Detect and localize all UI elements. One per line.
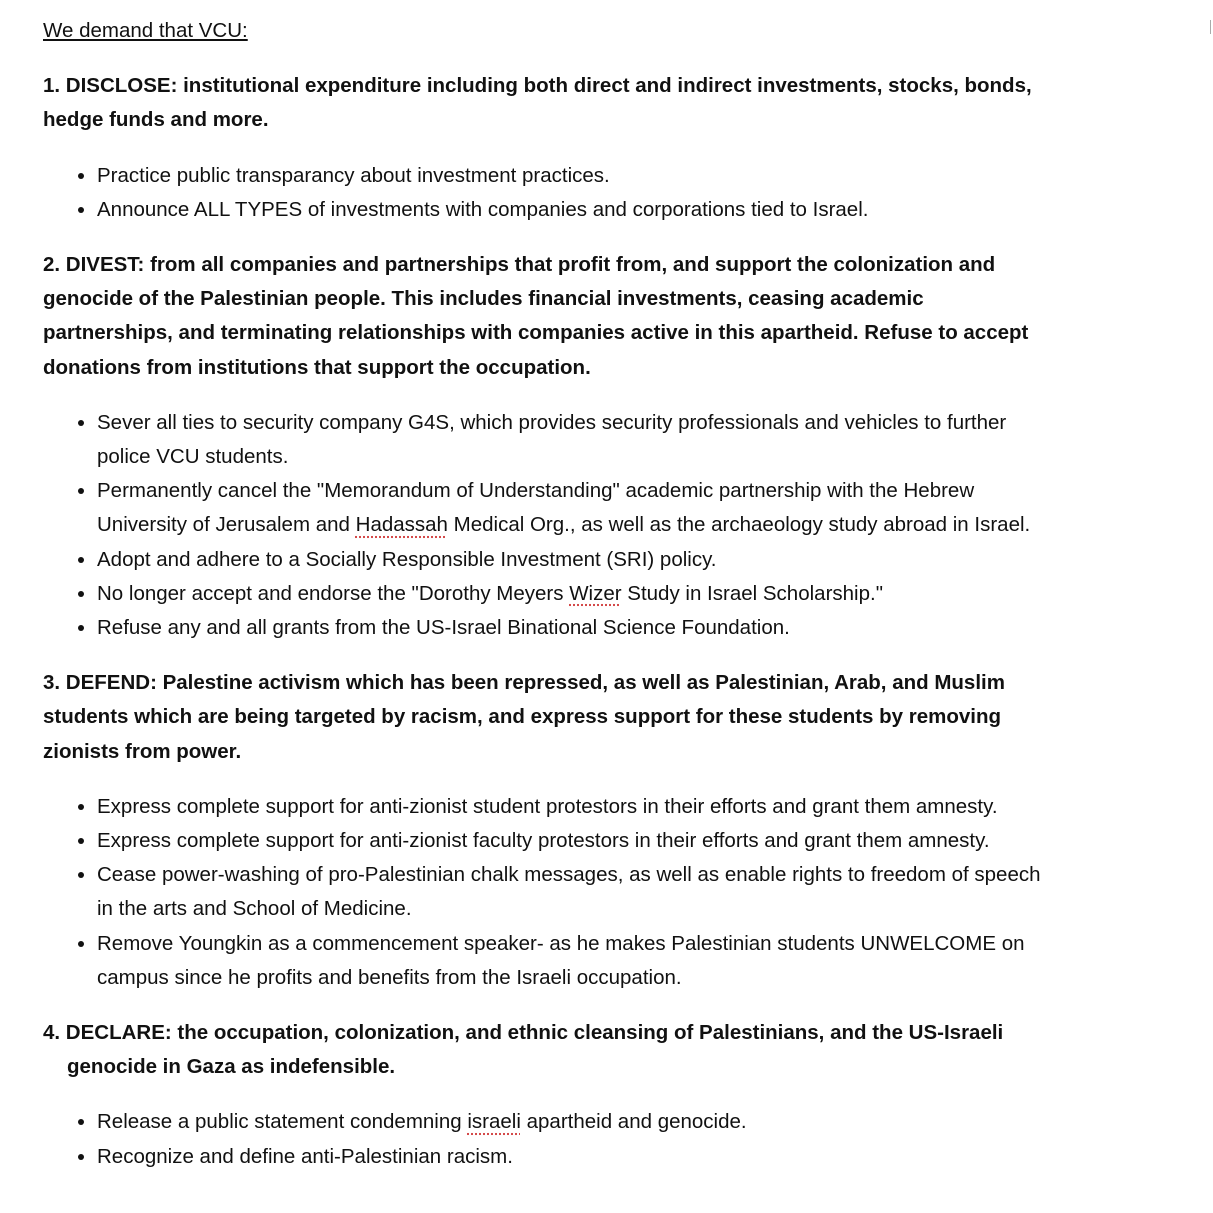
list-item: • No longer accept and endorse the "Dorothy Meyers Wizer Study in Israel Scholarship." [97, 577, 1053, 611]
document-heading: We demand that VCU: [43, 19, 248, 42]
list-item: • Practice public transparancy about investment practices. [97, 159, 1053, 193]
spellcheck-flagged-word[interactable]: Hadassah [355, 513, 448, 537]
list-item: • Release a public statement condemning israeli apartheid and genocide. [97, 1105, 1053, 1139]
demand-1-bullet-list [43, 159, 1053, 227]
demand-2-divest: 2. DIVEST: from all companies and partnerships that profit from, and support the colonization and genocide of the Palestinian people. This includes financial investments, ceasing academic partnerships, and terminating relationships with companies active in this apartheid. Refuse to accept donations from institutions that support the occupation. [43, 253, 1029, 379]
demand-2-bullet-list [43, 406, 1053, 645]
list-item: • Remove Youngkin as a commencement speaker- as he makes Palestinian students UNWELCOME on campus since he profits and benefits from the Israeli occupation. [97, 927, 1053, 995]
spellcheck-flagged-word[interactable]: israeli [467, 1110, 521, 1134]
list-item: • Refuse any and all grants from the US-Israel Binational Science Foundation. [97, 611, 1053, 645]
list-item: • Adopt and adhere to a Socially Responsible Investment (SRI) policy. [97, 543, 1053, 577]
demand-3-defend: 3. DEFEND: Palestine activism which has been repressed, as well as Palestinian, Arab, and Muslim students which are being targeted by racism, and express support for these students by removing zionists from power. [43, 671, 1005, 763]
list-item: • Express complete support for anti-zionist faculty protestors in their efforts and grant them amnesty. [97, 824, 1053, 858]
demand-4-bullet-list [43, 1105, 1053, 1173]
demand-3-bullet-list [43, 790, 1053, 995]
demand-4-declare: 4. DECLARE: the occupation, colonization, and ethnic cleansing of Palestinians, and the US-Israeli genocide in Gaza as indefensible. [43, 1021, 1004, 1079]
list-item: • Sever all ties to security company G4S, which provides security professionals and vehicles to further police VCU students. [97, 406, 1053, 474]
list-item: • Recognize and define anti-Palestinian racism. [97, 1140, 1053, 1174]
spellcheck-flagged-word[interactable]: Wizer [569, 581, 622, 605]
demand-1-disclose: 1. DISCLOSE: institutional expenditure including both direct and indirect investments, stocks, bonds, hedge funds and more. [43, 74, 1032, 132]
list-item: • Announce ALL TYPES of investments with companies and corporations tied to Israel. [97, 193, 1053, 227]
list-item: • Express complete support for anti-zionist student protestors in their efforts and grant them amnesty. [97, 790, 1053, 824]
list-item: • Cease power-washing of pro-Palestinian chalk messages, as well as enable rights to freedom of speech in the arts and School of Medicine. [97, 858, 1053, 926]
list-item: • Permanently cancel the "Memorandum of Understanding" academic partnership with the Hebrew University of Jerusalem and Hadassah Medical Org., as well as the archaeology study abroad in Israel. [97, 474, 1053, 542]
demands-document [43, 14, 1053, 1195]
